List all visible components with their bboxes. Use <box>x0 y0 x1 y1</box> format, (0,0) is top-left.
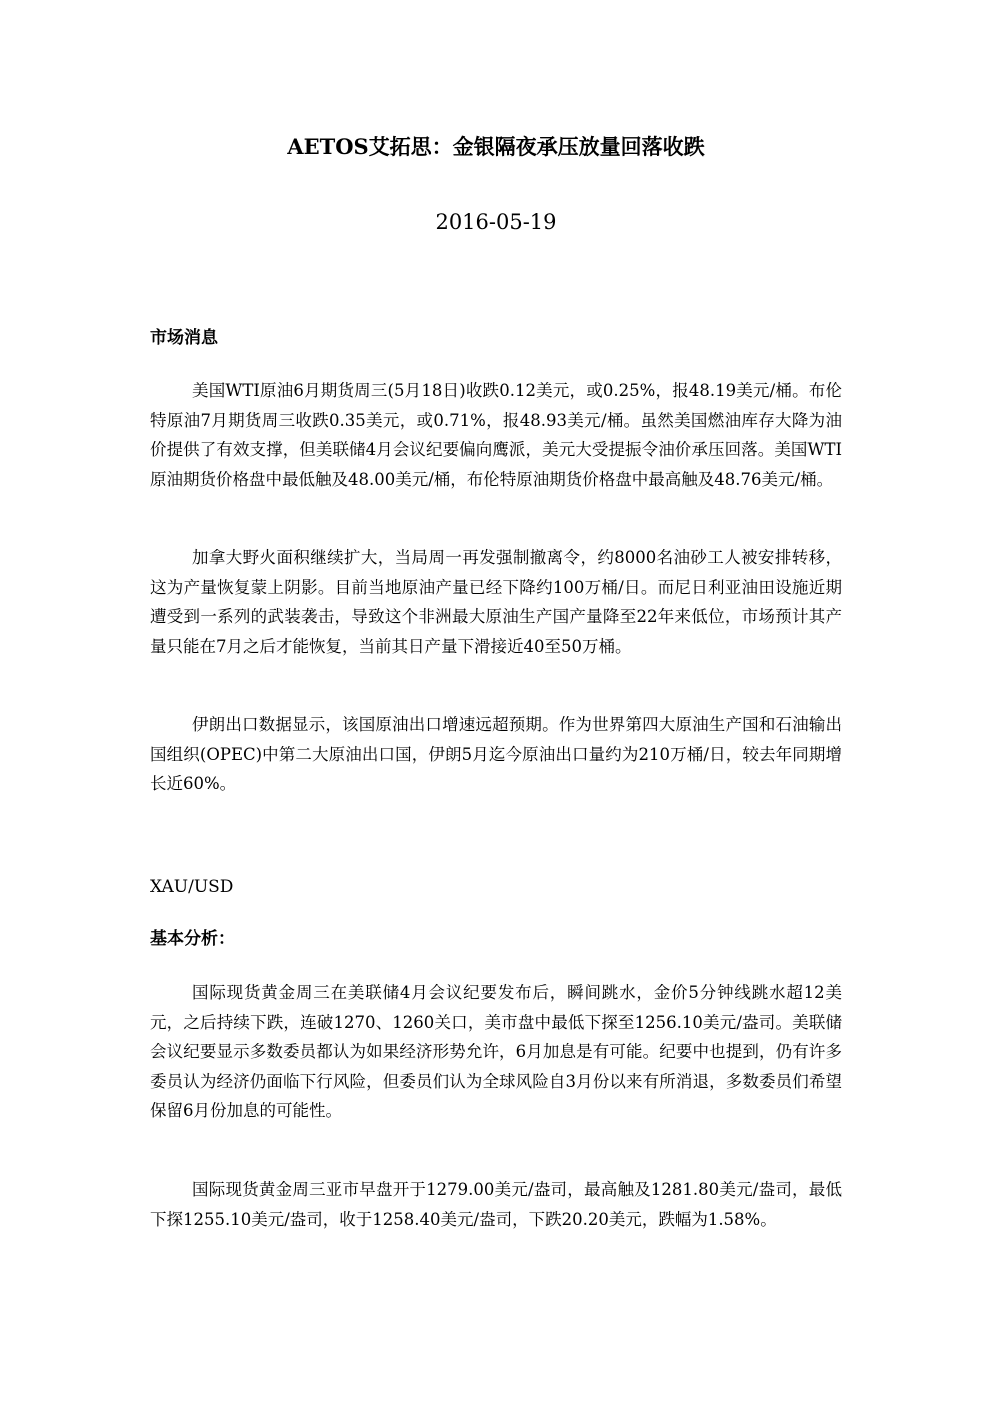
fundamental-analysis-heading: 基本分析： <box>150 929 235 949</box>
document-title: AETOS艾拓思：金银隔夜承压放量回落收跌 <box>287 134 705 159</box>
document-date: 2016-05-19 <box>435 210 557 234</box>
market-news-paragraph-3: 伊朗出口数据显示，该国原油出口增速远超预期。作为世界第四大原油生产国和石油输出国组织(OPEC)中第二大原油出口国，伊朗5月迄今原油出口量约为210万桶/日，较去年同期增长近60%。 <box>150 715 842 794</box>
xau-usd-heading: XAU/USD <box>150 877 234 897</box>
xau-usd-paragraph-2: 国际现货黄金周三亚市早盘开于1279.00美元/盎司，最高触及1281.80美元/盎司，最低下探1255.10美元/盎司，收于1258.40美元/盎司，下跌20.20美元，跌幅为1.58%。 <box>150 1180 842 1229</box>
market-news-heading: 市场消息 <box>150 328 218 348</box>
market-news-paragraph-2: 加拿大野火面积继续扩大，当局周一再发强制撤离令，约8000名油砂工人被安排转移，这为产量恢复蒙上阴影。目前当地原油产量已经下降约100万桶/日。而尼日利亚油田设施近期遭受到一系列的武装袭击，导致这个非洲最大原油生产国产量降至22年来低位，市场预计其产量只能在7月之后才能恢复，当前其日产量下滑接近40至50万桶。 <box>150 548 842 656</box>
market-news-paragraph-1: 美国WTI原油6月期货周三(5月18日)收跌0.12美元，或0.25%，报48.19美元/桶。布伦特原油7月期货周三收跌0.35美元，或0.71%，报48.93美元/桶。虽然美国燃油库存大降为油价提供了有效支撑，但美联储4月会议纪要偏向鹰派，美元大受提振令油价承压回落。美国WTI原油期货价格盘中最低触及48.00美元/桶，布伦特原油期货价格盘中最高触及48.76美元/桶。 <box>150 381 842 489</box>
xau-usd-paragraph-1: 国际现货黄金周三在美联储4月会议纪要发布后，瞬间跳水，金价5分钟线跳水超12美元，之后持续下跌，连破1270、1260关口，美市盘中最低下探至1256.10美元/盎司。美联储会议纪要显示多数委员都认为如果经济形势允许，6月加息是有可能。纪要中也提到，仍有许多委员认为经济仍面临下行风险，但委员们认为全球风险自3月份以来有所消退，多数委员们希望保留6月份加息的可能性。 <box>150 983 842 1121</box>
